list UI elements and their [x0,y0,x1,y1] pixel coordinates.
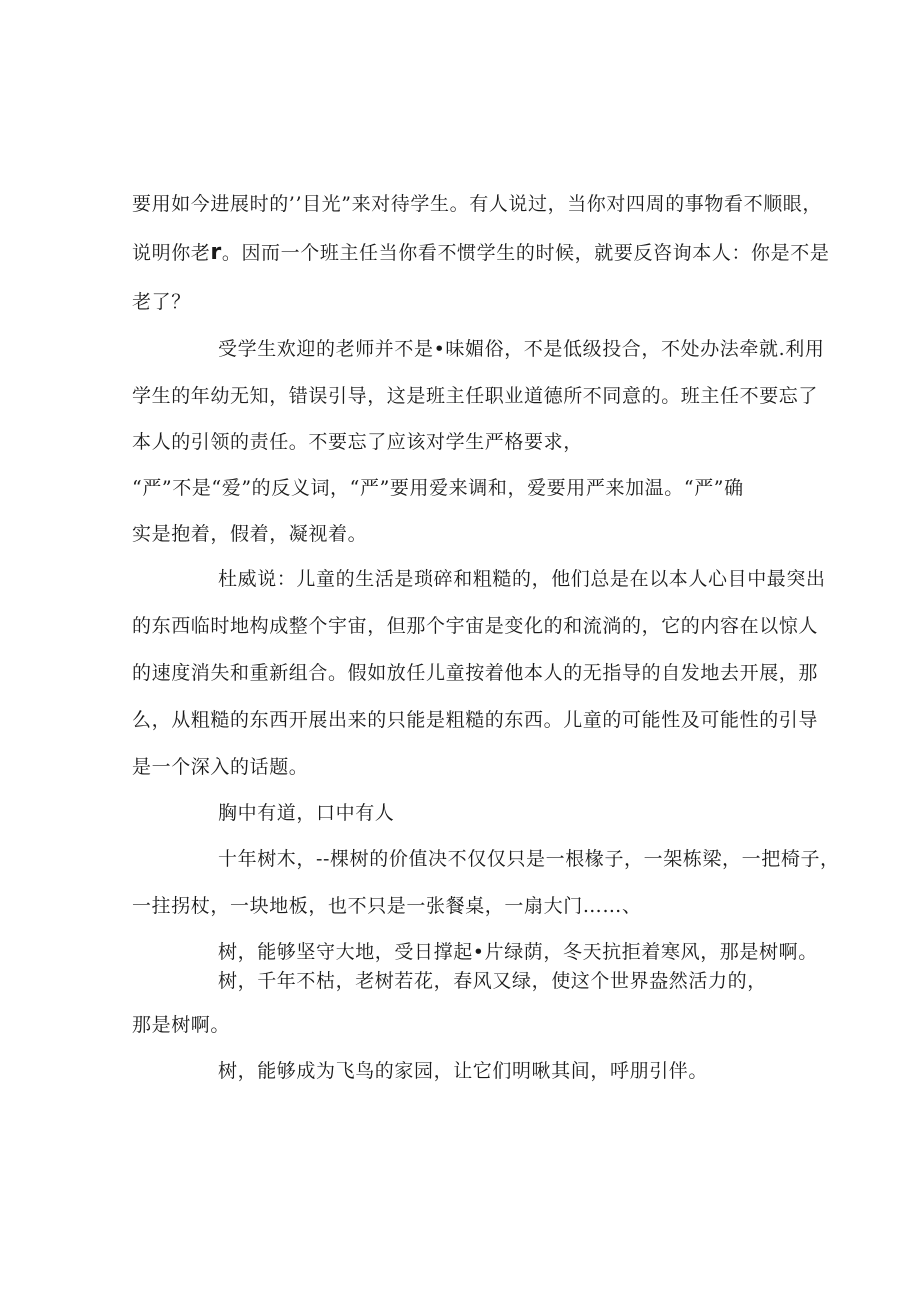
text-line: “严”不是“爱”的反义词，“严”要用爱来调和，爱要用严来加温。“严”确 [132,477,744,499]
text-line: 老了？ [132,291,191,313]
section-heading: 胸中有道，口中有人 [218,802,395,824]
paragraph-first-line: 树，能够成为飞鸟的家园，让它们明啾其间，呼朋引伴。 [218,1060,709,1082]
text-fragment: 说明你老 [132,242,211,264]
text-fragment-bold: r [210,240,222,265]
text-line [132,241,829,265]
text-line: 是一个深入的话题。 [132,756,309,778]
text-line: 要用如今进展时的’’目光”来对待学生。有人说过，当你对四周的事物看不顺眼， [132,193,822,215]
text-line: 本人的引领的责任。不要忘了应该对学生严格要求， [132,431,583,453]
text-fragment: 。因而一个班主任当你看不惯学生的时候，就要反咨询本人：你是不是 [221,242,830,264]
paragraph-first-line: 十年树木，--棵树的价值决不仅仅只是一根椽子，一架栋梁，一把椅子， [218,848,840,870]
paragraph-first-line: 杜威说：儿童的生活是琐碎和粗糙的，他们总是在以本人心目中最突出 [218,568,826,590]
text-line: 么，从粗糙的东西开展出来的只能是粗糙的东西。儿童的可能性及可能性的引导 [132,709,819,731]
text-line: 一拄拐杖，一块地板，也不只是一张餐桌，一扇大门……、 [132,895,642,917]
paragraph-first-line: 受学生欢迎的老师并不是•味媚俗，不是低级投合，不处办法牵就.利用 [218,338,825,360]
paragraph-first-line: 树，能够坚守大地，受日撑起•片绿荫，冬天抗拒着寒风，那是树啊。 [218,941,818,963]
text-line: 实是抱着，假着，凝视着。 [132,523,368,545]
text-line: 学生的年幼无知，错误引导，这是班主任职业道德所不同意的。班主任不要忘了 [132,385,819,407]
paragraph-first-line: 树，千年不枯，老树若花，春风又绿，使这个世界盎然活力的， [218,970,767,992]
text-line: 那是树啊。 [132,1014,231,1036]
text-line: 的东西临时地构成整个宇宙，但那个宇宙是变化的和流淌的，它的内容在以惊人 [132,615,819,637]
text-line: 的速度消失和重新组合。假如放任儿童按着他本人的无指导的自发地去开展，那 [132,662,819,684]
